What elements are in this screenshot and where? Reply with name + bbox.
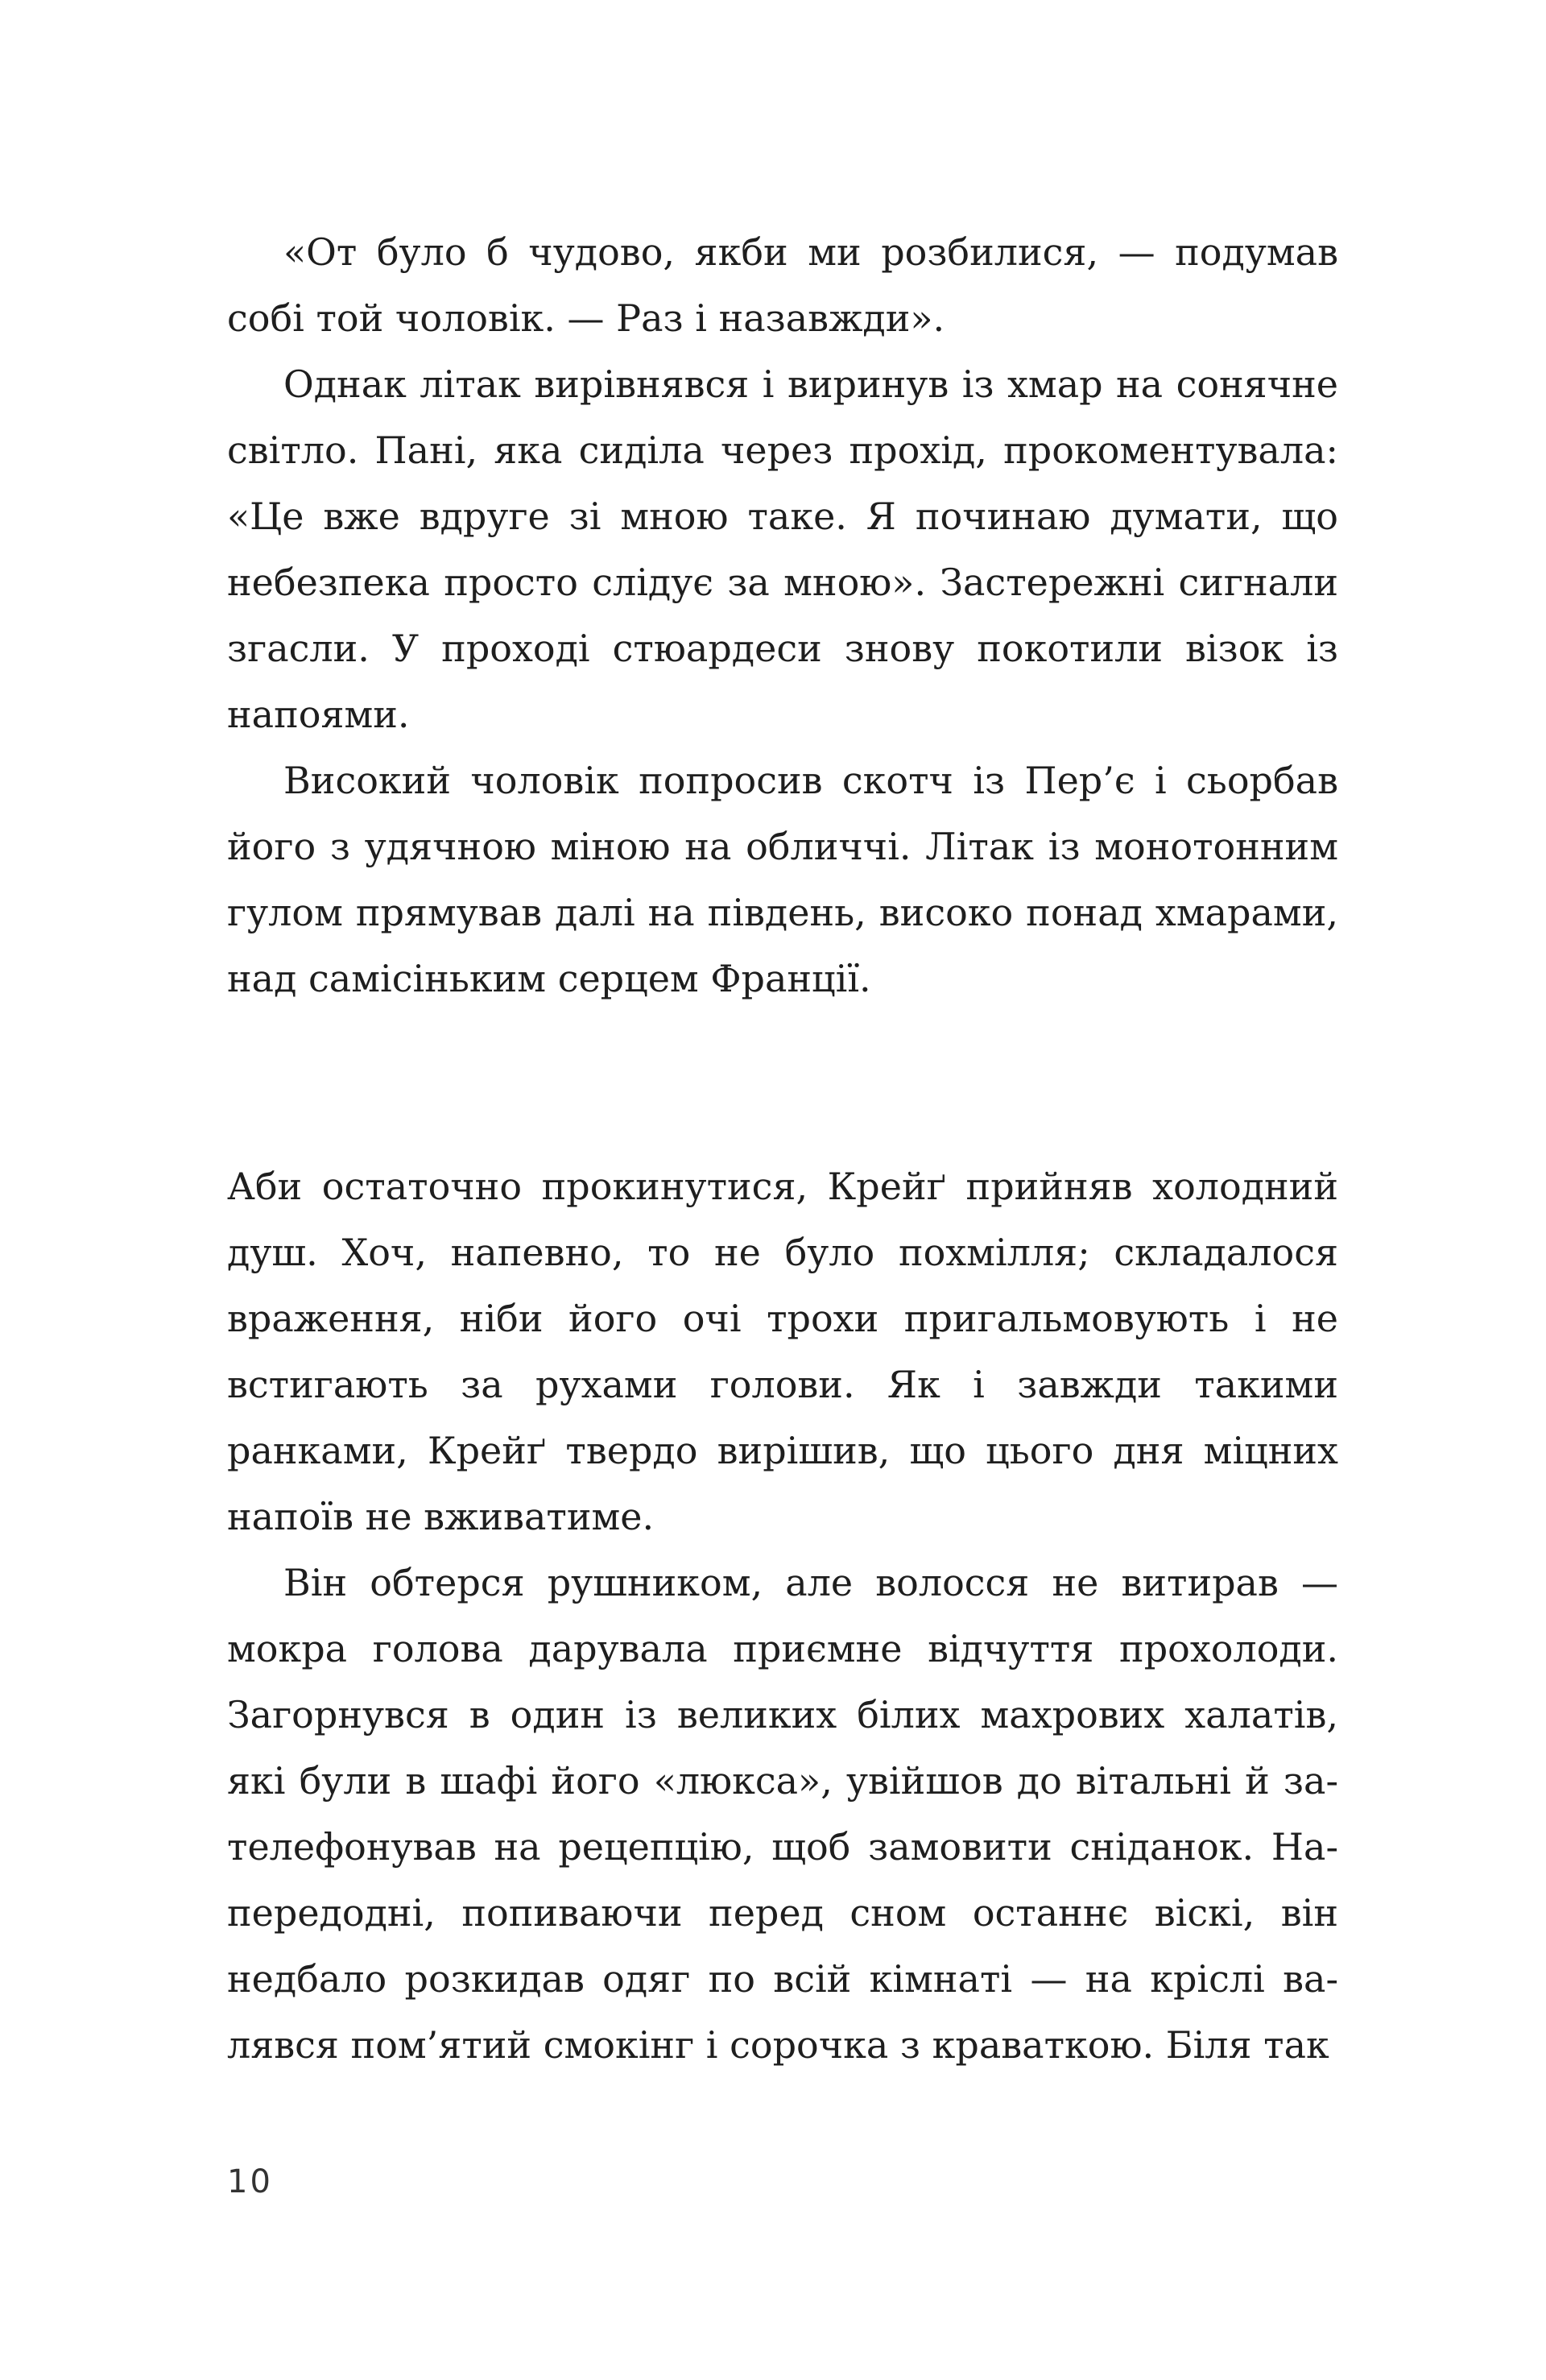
text-section-1: [227, 219, 1338, 1012]
page-number: 10: [227, 2163, 273, 2200]
text-section-2: [227, 1153, 1338, 2078]
paragraph: Аби остаточно прокинутися, Крейґ прийняв холодний душ. Хоч, напевно, то не було похмілля; складалося враження, ніби його очі трохи пригальмовують і не встигають за рухами голови. Як і завжди такими ранками, Крейґ твердо вирішив, що цього дня міцних напоїв не вживатиме.: [227, 1165, 1338, 1538]
paragraph: «От було б чудово, якби ми розбилися, — подумав собі той чоловік. — Раз і назавжди».: [227, 230, 1338, 340]
paragraph: Він обтерся рушником, але волосся не витирав — мокра голова дарувала приємне відчуття прохолоди. Загорнувся в один із великих білих махрових халатів, які були в шафі його «люкса», увійшов до вітальні й зателефонував на рецепцію, щоб замовити сніданок. Напередодні, попиваючи перед сном останнє віскі, він недбало розкидав одяг по всій кімнаті — на кріслі валявся пом’ятий смокінг і сорочка з краваткою. Біля так: [227, 1561, 1338, 2067]
paragraph: Високий чоловік попросив скотч із Пер’є і сьорбав його з удячною міною на обличчі. Літак із монотонним гулом прямував далі на південь, високо понад хмарами, над самісіньким серцем Франції.: [227, 759, 1338, 1000]
paragraph: Однак літак вирівнявся і виринув із хмар на сонячне світло. Пані, яка сиділа через прохід, прокоментувала: «Це вже вдруге зі мною таке. Я починаю думати, що небезпека просто слідує за мною». Застережні сигнали згасли. У проході стюардеси знову покотили візок із напоями.: [227, 362, 1338, 736]
